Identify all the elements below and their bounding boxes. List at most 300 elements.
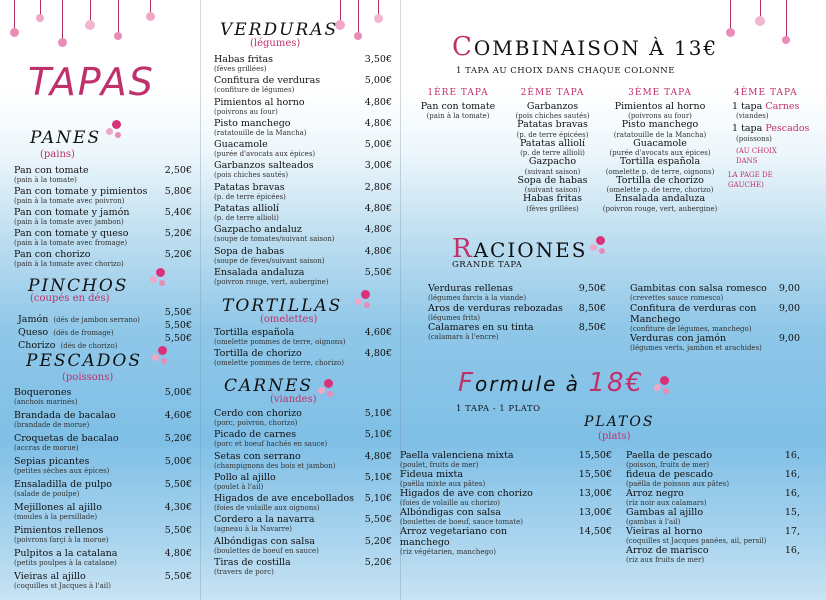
section-subtitle-panes: (pains)	[40, 149, 75, 160]
item-name: Higados de ave encebollados	[214, 493, 355, 505]
item-name: Gazpacho andaluz	[214, 224, 302, 236]
item-desc: (anchois marinés)	[14, 398, 78, 406]
item-desc: (brandade de morue)	[14, 421, 90, 429]
menu-item[interactable]	[400, 488, 612, 507]
menu-item[interactable]	[626, 469, 826, 488]
item-desc: (fèves grillées)	[214, 65, 267, 73]
combo-item-name: Tortilla de chorizo	[616, 174, 704, 186]
item-desc: (légumes verts, jambon et arachides)	[630, 343, 762, 352]
combo-4-pescados: Pescados	[765, 123, 810, 134]
menu-item[interactable]	[428, 322, 606, 342]
item-desc: (dés de chorizo)	[60, 342, 118, 350]
formule-cap: F	[458, 368, 475, 398]
item-name: Calamares en su tinta	[428, 322, 534, 333]
item-name: Paella valenciena mixta	[400, 450, 514, 461]
item-desc: (petits poulpes à la catalane)	[14, 559, 117, 567]
item-name: Jamón	[18, 314, 49, 325]
menu-item[interactable]	[428, 283, 606, 303]
item-name: Patatas alliolí	[214, 203, 280, 215]
formule-title	[458, 368, 644, 398]
combo-item-name: Gazpacho	[528, 156, 577, 167]
item-desc: (dés de jambon serrano)	[53, 316, 140, 324]
item-price: 5,20€	[164, 249, 192, 260]
item-price: 16,	[784, 450, 800, 461]
item-desc: (omelette pommes de terre, chorizo)	[214, 359, 344, 367]
item-desc: (légumes farcis à la viande)	[428, 294, 527, 302]
item-name: fideua de pescado	[626, 469, 713, 480]
item-price: 5,00€	[364, 75, 392, 87]
combo-head: 1ÈRE TAPA	[427, 88, 489, 98]
item-desc: (poulet à l'ail)	[214, 482, 264, 491]
item-price: 5,50€	[164, 479, 192, 490]
menu-item[interactable]	[214, 160, 392, 181]
menu-item[interactable]	[214, 429, 392, 450]
section-title-pescados: PESCADOS	[26, 351, 142, 371]
item-desc: (boulettes de boeuf, sauce tomate)	[400, 518, 523, 526]
combo-item-desc: (fèves grillées)	[526, 204, 579, 213]
section-subtitle-platos: (plats)	[598, 431, 631, 442]
item-price: 4,60€	[164, 410, 192, 421]
combo-4-carnes: Carnes	[765, 100, 800, 112]
carnes-list	[214, 408, 392, 578]
combo-item-name: Pan con tomate	[420, 100, 496, 112]
item-name: Verduras rellenas	[428, 283, 513, 294]
combo-item-desc: (suivant saison)	[524, 186, 581, 194]
item-desc: (pain à la tomate avec poivron)	[14, 197, 125, 205]
menu-item[interactable]	[14, 502, 192, 525]
item-name: Cerdo con chorizo	[214, 408, 302, 419]
section-subtitle-verduras: (légumes)	[250, 38, 301, 49]
item-name: Chorizo	[18, 340, 56, 351]
item-desc: (agneau à la Navarre)	[214, 525, 292, 534]
item-price: 5,50€	[164, 525, 192, 536]
item-price: 5,20€	[364, 557, 392, 569]
item-price: 5,40€	[164, 207, 192, 218]
combo-item-name: Garbanzos	[526, 100, 579, 112]
item-price: 5,50€	[364, 514, 392, 526]
combo-4-note1: (AU CHOIX DANS	[736, 146, 777, 165]
combo-item-desc: (pain à la tomate)	[426, 112, 490, 120]
item-name: Patatas bravas	[214, 181, 285, 193]
item-name: Gambas al ajillo	[626, 507, 704, 518]
item-name: Pan con tomate y pimientos	[14, 186, 148, 197]
item-price: 16,	[784, 469, 800, 480]
item-desc: (moules à la persillade)	[14, 513, 98, 521]
item-price: 5,10€	[364, 429, 392, 441]
menu-item[interactable]	[18, 307, 192, 325]
item-price: 5,20€	[364, 535, 392, 547]
item-name: Pollo al ajillo	[214, 471, 276, 483]
item-name: Vieiras al horno	[626, 526, 703, 537]
item-name: Tortilla española	[214, 327, 295, 338]
item-price: 8,50€	[578, 322, 606, 333]
combo-item-name: Patatas alliolí	[519, 137, 586, 149]
menu-item[interactable]	[214, 536, 392, 557]
item-name: Pan con tomate y queso	[14, 228, 129, 239]
combo-item-name: Sopa de habas	[517, 174, 588, 186]
pinchos-list	[18, 307, 192, 351]
item-desc: (foies de volaille aux oignons)	[214, 504, 320, 513]
item-desc: (boulettes de boeuf en sauce)	[214, 546, 319, 555]
item-price: 9,00	[778, 302, 800, 314]
item-desc: (foies de volaille au chorizo)	[400, 499, 501, 507]
item-desc: (purée d'avocats aux épices)	[214, 150, 316, 159]
menu-item[interactable]	[400, 507, 612, 526]
item-name: Pimientos al horno	[214, 96, 305, 108]
platos-list-left	[400, 450, 612, 556]
menu-item[interactable]	[14, 207, 192, 228]
item-price: 5,80€	[164, 186, 192, 197]
combinaison-title-text: OMBINAISON À 13€	[473, 36, 719, 60]
item-price: 9,00	[778, 332, 800, 344]
item-name: Paella de pescado	[626, 450, 713, 461]
item-price: 4,80€	[364, 245, 392, 257]
item-price: 17,	[784, 526, 800, 537]
item-name: Pan con tomate y jamón	[14, 207, 130, 218]
item-name: Mejillones al ajillo	[14, 502, 102, 513]
bubble-icon	[152, 346, 172, 366]
menu-item[interactable]	[214, 267, 392, 288]
item-name: Confitura de verduras con Manchego	[630, 302, 757, 325]
item-price: 15,50€	[578, 469, 612, 480]
combo-item-desc: (ratatouille de la Mancha)	[613, 130, 707, 139]
item-desc: (salade de poulpe)	[14, 490, 80, 498]
item-name: Vieiras al ajillo	[14, 571, 86, 582]
item-desc: (crevettes sauce romesco)	[630, 294, 724, 302]
menu-item[interactable]	[14, 387, 192, 410]
item-name: Fideua mixta	[400, 469, 464, 480]
section-title-pinchos: PINCHOS	[28, 276, 129, 296]
menu-item[interactable]	[214, 203, 392, 224]
pescados-list	[14, 387, 192, 594]
menu-item[interactable]	[14, 410, 192, 433]
combo-item-desc: (poivrons au four)	[628, 112, 692, 120]
item-desc: (p. de terre épicées)	[214, 192, 286, 201]
right-panel	[400, 0, 810, 600]
formule-price: 18€	[588, 368, 645, 398]
combo-item-desc: (poivron rouge, vert, aubergine)	[602, 204, 718, 213]
combo-item-desc: (purée d'avocats aux épices)	[609, 149, 711, 157]
item-name: Sepias picantes	[14, 456, 90, 467]
combo-item-desc: (pois chiches sautés)	[515, 112, 590, 120]
item-price: 3,50€	[364, 54, 392, 65]
item-price: 8,50€	[578, 302, 606, 314]
combo-4-desc2: (poissons)	[736, 134, 772, 143]
item-name: Pan con chorizo	[14, 249, 91, 260]
item-name: Confitura de verduras	[214, 75, 321, 87]
menu-item[interactable]	[214, 451, 392, 472]
combinaison-cap: C	[452, 32, 474, 62]
item-price: 5,50€	[164, 571, 192, 582]
raciones-list-right	[630, 283, 800, 352]
item-desc: (poivrons farçi à la morue)	[14, 536, 109, 544]
item-price: 5,50€	[164, 320, 192, 331]
item-desc: (pain à la tomate)	[14, 176, 77, 184]
item-desc: (travers de porc)	[214, 568, 274, 577]
menu-item[interactable]	[14, 525, 192, 548]
raciones-list-left	[428, 283, 606, 342]
item-price: 9,50€	[578, 283, 606, 294]
menu-item[interactable]	[214, 54, 392, 75]
item-name: Picado de carnes	[214, 429, 297, 441]
item-name: Higados de ave con chorizo	[400, 488, 533, 499]
menu-item[interactable]	[14, 456, 192, 479]
menu-item[interactable]	[14, 249, 192, 270]
item-name: Pisto manchego	[214, 117, 291, 129]
menu-item[interactable]	[626, 526, 826, 545]
item-desc: (porc, poivron, chorizo)	[214, 419, 298, 427]
item-name: Pimientos rellenos	[14, 525, 104, 536]
item-price: 4,80€	[164, 548, 192, 559]
item-desc: (accras de morue)	[14, 444, 79, 452]
combo-col-2	[500, 88, 605, 213]
item-desc: (champignons des bois et jambon)	[214, 461, 336, 470]
menu-item[interactable]	[214, 472, 392, 493]
combinaison-title	[452, 32, 718, 62]
item-name: Queso	[18, 327, 49, 338]
menu-item[interactable]	[214, 493, 392, 514]
menu-item[interactable]	[630, 333, 800, 353]
combo-4-desc1: (viandes)	[736, 112, 769, 120]
combo-4-line2a: 1 tapa	[732, 123, 766, 134]
formule-title-text: ormule à	[474, 372, 589, 396]
item-name: Guacamole	[214, 139, 268, 151]
bubble-icon	[318, 379, 338, 399]
menu-item[interactable]	[18, 333, 192, 351]
item-desc: (confiture de légumes)	[214, 86, 295, 95]
menu-item[interactable]	[626, 545, 826, 564]
item-name: Boquerones	[14, 387, 72, 398]
combo-col-1	[408, 88, 508, 120]
menu-item[interactable]	[214, 408, 392, 429]
item-price: 4,80€	[364, 117, 392, 129]
item-name: Setas con serrano	[214, 450, 301, 462]
item-price: 4,30€	[164, 502, 192, 513]
item-name: Arroz de marisco	[626, 545, 709, 556]
section-subtitle-carnes: (viandes)	[270, 394, 317, 405]
combinaison-subline: 1 TAPA AU CHOIX DANS CHAQUE COLONNE	[456, 66, 675, 76]
combo-item-name: Pisto manchego	[621, 119, 699, 130]
menu-item[interactable]	[214, 224, 392, 245]
item-desc: (poulet, fruits de mer)	[400, 461, 479, 469]
menu-item[interactable]	[14, 571, 192, 594]
item-desc: (pain à la tomate avec jambon)	[14, 218, 124, 226]
item-price: 5,50€	[164, 307, 192, 318]
section-title-carnes: CARNES	[224, 376, 314, 396]
item-price: 13,00€	[578, 507, 612, 518]
combo-4-note2: LA PAGE DE GAUCHE)	[728, 170, 773, 189]
menu-main-title: TAPAS	[28, 60, 155, 104]
item-price: 2,80€	[364, 181, 392, 193]
item-price: 5,10€	[364, 471, 392, 483]
menu-item[interactable]	[14, 479, 192, 502]
left-panel	[0, 0, 200, 600]
section-title-verduras: VERDURAS	[220, 20, 339, 40]
platos-list-right	[626, 450, 826, 564]
item-desc: (pain à la tomate avec fromage)	[14, 239, 128, 247]
item-desc: (coquilles st Jacques à l'ail)	[14, 582, 111, 590]
raciones-subline: GRANDE TAPA	[452, 260, 523, 270]
item-name: Sopa de habas	[214, 245, 285, 257]
item-name: Tortilla de chorizo	[214, 348, 302, 359]
combo-col-4	[722, 88, 810, 191]
item-desc: (pois chiches sautés)	[214, 171, 289, 180]
item-price: 5,10€	[364, 408, 392, 419]
item-price: 3,00€	[364, 160, 392, 172]
combo-item-name: Ensalada andaluza	[614, 193, 706, 204]
menu-item[interactable]	[18, 320, 192, 338]
item-desc: (riz aux fruits de mer)	[626, 556, 705, 564]
menu-item[interactable]	[626, 488, 826, 507]
menu-item[interactable]	[626, 507, 826, 526]
item-name: Tiras de costilla	[214, 557, 291, 569]
item-price: 14,50€	[578, 526, 612, 537]
item-price: 2,50€	[164, 165, 192, 176]
item-price: 5,50€	[164, 333, 192, 344]
item-name: Garbanzos salteados	[214, 160, 314, 172]
combo-item-desc: (omelette p. de terre, oignons)	[605, 167, 715, 176]
section-subtitle-tortillas: (omelettes)	[260, 314, 318, 325]
menu-item[interactable]	[214, 514, 392, 535]
combo-head: 3ÈME TAPA	[628, 88, 692, 98]
middle-panel	[200, 0, 400, 600]
item-price: 4,80€	[364, 348, 392, 359]
item-price: 5,20€	[164, 433, 192, 444]
combo-item-name: Patatas bravas	[517, 119, 588, 130]
combo-head: 4ÈME TAPA	[734, 88, 798, 98]
item-desc: (gambas à l'ail)	[626, 518, 681, 526]
item-price: 4,80€	[364, 96, 392, 108]
bubble-icon	[590, 236, 610, 256]
item-price: 5,00€	[164, 456, 192, 467]
item-name: Albóndigas con salsa	[214, 535, 315, 547]
item-name: Brandada de bacalao	[14, 410, 116, 421]
menu-item[interactable]	[14, 548, 192, 571]
menu-item[interactable]	[400, 526, 612, 556]
formule-subline: 1 TAPA - 1 PLATO	[456, 404, 541, 414]
menu-item[interactable]	[214, 118, 392, 139]
item-desc: (ratatouille de la Mancha)	[214, 128, 307, 137]
menu-item[interactable]	[214, 139, 392, 160]
section-title-platos: PLATOS	[584, 414, 655, 430]
menu-item[interactable]	[626, 450, 826, 469]
combo-4-line1a: 1 tapa	[732, 100, 766, 112]
menu-item[interactable]	[400, 469, 612, 488]
panes-list	[14, 165, 192, 270]
item-name: Habas fritas	[214, 54, 274, 65]
item-name: Ensaladilla de pulpo	[14, 479, 112, 490]
item-name: Arroz negro	[626, 488, 684, 499]
menu-item[interactable]	[214, 75, 392, 96]
menu-item[interactable]	[14, 228, 192, 249]
tortillas-list	[214, 327, 392, 369]
combo-item-desc: (suivant saison)	[524, 167, 581, 176]
item-desc: (riz végétarien, manchego)	[400, 548, 496, 556]
combo-item-desc: (omelette p. de terre, chorizo)	[606, 186, 714, 194]
item-desc: (soupe de tomates/suivant saison)	[214, 235, 335, 244]
combo-head: 2ÈME TAPA	[520, 88, 585, 98]
item-price: 4,80€	[364, 450, 392, 462]
item-desc: (soupe de fèves/suivant saison)	[214, 256, 325, 265]
item-name: Pan con tomate	[14, 165, 89, 176]
menu-item[interactable]	[214, 557, 392, 578]
bubble-icon	[106, 120, 126, 140]
item-price: 4,60€	[364, 327, 392, 338]
menu-item[interactable]	[14, 165, 192, 186]
combo-item-name: Habas fritas	[522, 193, 583, 204]
item-desc: (calamars à l'encre)	[428, 333, 499, 341]
menu-item[interactable]	[14, 186, 192, 207]
menu-item[interactable]	[400, 450, 612, 469]
item-price: 5,00€	[364, 139, 392, 151]
item-name: Croquetas de bacalao	[14, 433, 119, 444]
raciones-cap: R	[452, 234, 474, 264]
menu-item[interactable]	[214, 97, 392, 118]
item-price: 15,	[784, 507, 800, 518]
item-price: 16,	[784, 545, 800, 556]
combo-item-name: Tortilla española	[619, 156, 701, 167]
item-desc: (porc et boeuf hachés en sauce)	[214, 440, 328, 449]
menu-item[interactable]	[214, 348, 392, 369]
verduras-list	[214, 54, 392, 288]
item-price: 5,20€	[164, 228, 192, 239]
item-price: 16,	[784, 488, 800, 499]
menu-item[interactable]	[630, 283, 800, 303]
item-desc: (légumes frits)	[428, 313, 481, 322]
item-name: Aros de verduras rebozadas	[428, 302, 563, 314]
item-desc: (petites sèches aux épices)	[14, 467, 110, 475]
item-desc: (omelette pommes de terre, oignons)	[214, 338, 346, 346]
menu-item[interactable]	[214, 327, 392, 348]
menu-item[interactable]	[214, 246, 392, 267]
item-desc: (paëlla mixte aux pâtes)	[400, 480, 486, 488]
menu-item[interactable]	[630, 303, 800, 333]
item-price: 9,00	[778, 283, 800, 294]
item-price: 4,80€	[364, 203, 392, 215]
menu-item[interactable]	[14, 433, 192, 456]
menu-item[interactable]	[214, 182, 392, 203]
item-price: 4,80€	[364, 224, 392, 236]
combo-item-name: Guacamole	[633, 137, 687, 149]
item-desc: (paëlla de poisson aux pâtes)	[626, 480, 730, 488]
bubble-icon	[355, 290, 375, 310]
item-desc: (confiture de légumes, manchego)	[630, 324, 752, 333]
item-price: 15,50€	[578, 450, 612, 461]
bubble-icon	[150, 268, 170, 288]
item-desc: (poivron rouge, vert, aubergine)	[214, 277, 329, 286]
section-subtitle-pescados: (poissons)	[62, 372, 114, 383]
item-desc: (poivrons au four)	[214, 107, 278, 116]
item-name: Ensalada andaluza	[214, 266, 305, 278]
item-name: Verduras con jamón	[630, 332, 727, 344]
bubble-icon	[654, 376, 674, 396]
item-name: Pulpitos a la catalana	[14, 548, 118, 559]
item-desc: (riz noir aux calamars)	[626, 499, 707, 507]
item-desc: (p. de terre allioli)	[214, 214, 279, 223]
menu-item[interactable]	[428, 303, 606, 323]
item-price: 13,00€	[578, 488, 612, 499]
item-price: 5,00€	[164, 387, 192, 398]
section-title-tortillas: TORTILLAS	[222, 296, 343, 316]
combo-col-3	[600, 88, 720, 213]
item-name: Gambitas con salsa romesco	[630, 283, 767, 294]
raciones-title-text: ACIONES	[473, 238, 588, 262]
item-desc: (pain à la tomate avec chorizo)	[14, 260, 124, 268]
item-price: 5,10€	[364, 493, 392, 505]
item-price: 5,50€	[364, 266, 392, 278]
item-name: Cordero a la navarra	[214, 514, 315, 526]
item-desc: (coquilles st Jacques panées, ail, persil)	[626, 537, 767, 545]
